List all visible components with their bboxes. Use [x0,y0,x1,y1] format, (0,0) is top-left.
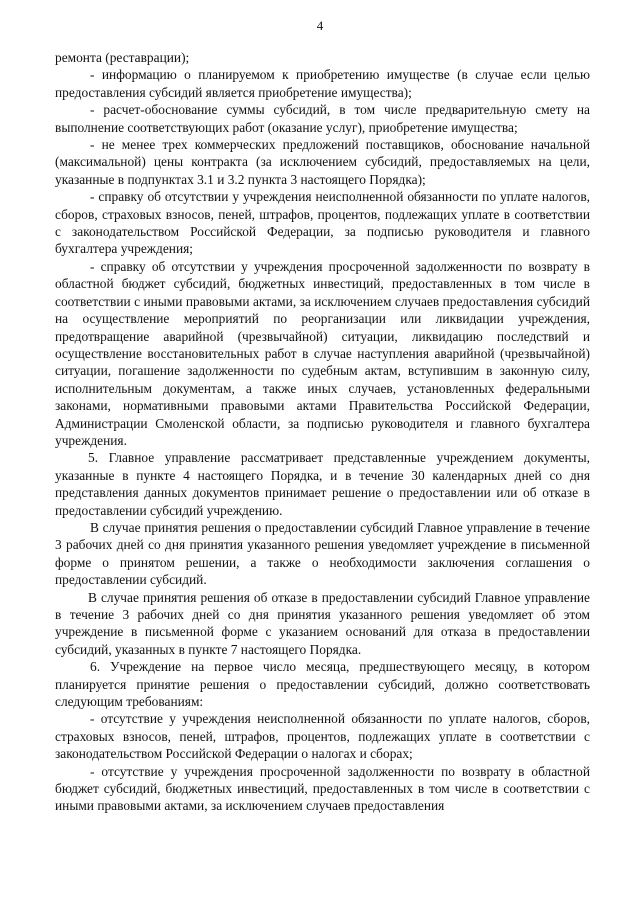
paragraph-refusal-notice: В случае принятия решения об отказе в предоставлении субсидий Главное управление в течение 3 рабочих дней со дня принятия указанного решения уведомляет об этом учреждение в письменной форме с указанием оснований для отказа в предоставлении субсидий, указанных в пункте 7 настоящего Порядка. [55,589,590,657]
paragraph-requirement-debt: - отсутствие у учреждения просроченной задолженности по возврату в областной бюджет субсидий, бюджетных инвестиций, предоставленных в том числе в соответствии с иными правовыми актами, за исключением случаев предоставления [55,763,590,814]
document-body [55,49,590,815]
paragraph-approval-notice: В случае принятия решения о предоставлении субсидий Главное управление в течение 3 рабочих дней со дня принятия указанного решения уведомляет учреждение в письменной форме о принятом решении, а также о необходимости заключения соглашения о предоставлении субсидий. [55,519,590,588]
paragraph-property-info: - информацию о планируемом к приобретению имуществе (в случае если целью предоставления субсидий является приобретение имущества); [55,67,590,100]
page-number: 4 [316,18,324,33]
paragraph-item-5: 5. Главное управление рассматривает представленные учреждением документы, указанные в пункте 4 настоящего Порядка, и в течение 30 календарных дней со дня представления данных документов принимает решение о предоставлении или об отказе в предоставлении субсидий учреждению. [55,450,590,518]
paragraph-requirement-taxes: - отсутствие у учреждения неисполненной обязанности по уплате налогов, сборов, страховых взносов, пеней, штрафов, процентов, подлежащих уплате в соответствии с законодательством Российской Федерации о налогах и сборах; [55,711,590,762]
paragraph-item-6: 6. Учреждение на первое число месяца, предшествующего месяцу, в котором планируется принятие решения о предоставлении субсидий, должно соответствовать следующим требованиям: [55,659,590,710]
paragraph-tax-certificate: - справку об отсутствии у учреждения неисполненной обязанности по уплате налогов, сборов, страховых взносов, пеней, штрафов, процентов, подлежащих уплате в соответствии с законодательством Российской Федерации, за подписью руководителя и главного бухгалтера учреждения; [55,189,590,257]
paragraph-continuation: ремонта (реставрации); [55,50,190,65]
paragraph-commercial-offers: - не менее трех коммерческих предложений поставщиков, обоснование начальной (максимальной) цены контракта (за исключением субсидий, предоставляемых на цели, указанные в подпунктах 3.1 и 3.2 пункта 3 настоящего Порядка); [55,137,590,187]
paragraph-cost-estimate: - расчет-обоснование суммы субсидий, в том числе предварительную смету на выполнение соответствующих работ (оказание услуг), приобретение имущества; [55,102,590,135]
paragraph-debt-certificate: - справку об отсутствии у учреждения просроченной задолженности по возврату в областной бюджет субсидий, бюджетных инвестиций, предоставленных в том числе в соответствии с иными правовыми актами, за исключением случаев предоставления субсидий на осуществление мероприятий по реорганизации или ликвидации учреждения, предотвращение аварийной (чрезвычайной) ситуации, ликвидацию последствий и осуществление восстановительных работ в случае наступления аварийной (чрезвычайной) ситуации, погашение задолженности по судебным актам, вступившим в законную силу, исполнительным документам, а также иных случаев, установленных федеральными законами, нормативными правовыми актами Правительства Российской Федерации, Администрации Смоленской области, за подписью руководителя и главного бухгалтера учреждения. [55,258,590,448]
